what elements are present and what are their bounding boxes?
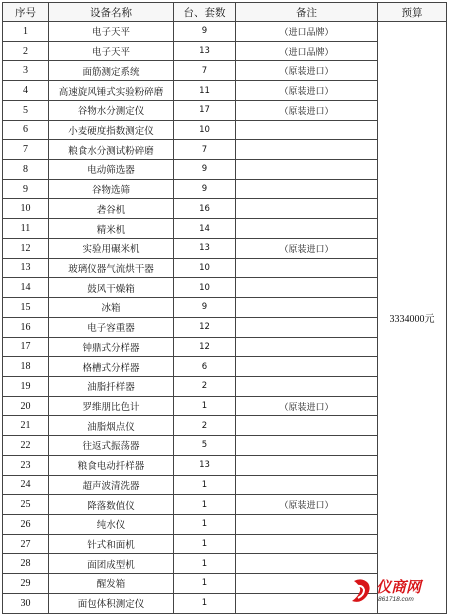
row-number: 4 — [3, 81, 49, 101]
equipment-quantity: 9 — [174, 22, 236, 42]
equipment-quantity: 2 — [174, 416, 236, 436]
equipment-note — [236, 376, 378, 396]
equipment-note — [236, 416, 378, 436]
row-number: 15 — [3, 298, 49, 318]
equipment-note — [236, 475, 378, 495]
row-number: 6 — [3, 120, 49, 140]
equipment-quantity: 5 — [174, 436, 236, 456]
row-number: 14 — [3, 278, 49, 298]
equipment-name: 鼓风干燥箱 — [49, 278, 174, 298]
equipment-quantity: 14 — [174, 219, 236, 239]
equipment-quantity: 2 — [174, 376, 236, 396]
equipment-quantity: 13 — [174, 238, 236, 258]
equipment-name: 粮食水分测试粉碎磨 — [49, 140, 174, 160]
equipment-name: 面包体积测定仪 — [49, 593, 174, 613]
equipment-note — [236, 258, 378, 278]
equipment-quantity: 1 — [174, 593, 236, 613]
equipment-name: 电子天平 — [49, 41, 174, 61]
equipment-name: 油脂扦样器 — [49, 376, 174, 396]
header-row — [3, 3, 447, 22]
header-qty: 台、套数 — [174, 3, 236, 22]
row-number: 12 — [3, 238, 49, 258]
equipment-note — [236, 140, 378, 160]
row-number: 24 — [3, 475, 49, 495]
equipment-quantity: 10 — [174, 120, 236, 140]
equipment-note — [236, 160, 378, 180]
equipment-quantity: 9 — [174, 179, 236, 199]
equipment-quantity: 17 — [174, 100, 236, 120]
equipment-quantity: 9 — [174, 298, 236, 318]
equipment-name: 罗维朋比色计 — [49, 396, 174, 416]
logo-mark-icon — [348, 577, 374, 605]
equipment-note — [236, 298, 378, 318]
row-number: 5 — [3, 100, 49, 120]
table-row — [3, 22, 447, 42]
equipment-note — [236, 514, 378, 534]
equipment-quantity: 9 — [174, 160, 236, 180]
equipment-quantity: 1 — [174, 495, 236, 515]
equipment-quantity: 7 — [174, 140, 236, 160]
row-number: 16 — [3, 317, 49, 337]
equipment-name: 冰箱 — [49, 298, 174, 318]
equipment-note: （进口品牌） — [236, 22, 378, 42]
equipment-name: 超声波清洗器 — [49, 475, 174, 495]
row-number: 3 — [3, 61, 49, 81]
equipment-name: 精米机 — [49, 219, 174, 239]
equipment-quantity: 13 — [174, 41, 236, 61]
row-number: 25 — [3, 495, 49, 515]
equipment-name: 醒发箱 — [49, 574, 174, 594]
equipment-table — [2, 2, 447, 614]
equipment-note — [236, 179, 378, 199]
row-number: 13 — [3, 258, 49, 278]
row-number: 2 — [3, 41, 49, 61]
equipment-name: 粮食电动扦样器 — [49, 455, 174, 475]
equipment-note: （原装进口） — [236, 495, 378, 515]
header-name: 设备名称 — [49, 3, 174, 22]
equipment-quantity: 16 — [174, 199, 236, 219]
row-number: 11 — [3, 219, 49, 239]
equipment-quantity: 1 — [174, 534, 236, 554]
equipment-note — [236, 357, 378, 377]
equipment-note — [236, 278, 378, 298]
logo-name: 仪商网 — [376, 578, 422, 596]
row-number: 7 — [3, 140, 49, 160]
equipment-note — [236, 219, 378, 239]
row-number: 9 — [3, 179, 49, 199]
equipment-quantity: 1 — [174, 514, 236, 534]
equipment-name: 玻璃仪器气流烘干器 — [49, 258, 174, 278]
site-logo — [348, 575, 444, 609]
row-number: 17 — [3, 337, 49, 357]
row-number: 29 — [3, 574, 49, 594]
row-number: 30 — [3, 593, 49, 613]
equipment-note — [236, 199, 378, 219]
row-number: 1 — [3, 22, 49, 42]
equipment-name: 谷物选筛 — [49, 179, 174, 199]
equipment-note — [236, 554, 378, 574]
equipment-quantity: 10 — [174, 278, 236, 298]
equipment-name: 降落数值仪 — [49, 495, 174, 515]
equipment-note: （原装进口） — [236, 100, 378, 120]
equipment-name: 电动筛选器 — [49, 160, 174, 180]
equipment-name: 高速旋风锤式实验粉碎磨 — [49, 81, 174, 101]
equipment-quantity: 7 — [174, 61, 236, 81]
equipment-quantity: 12 — [174, 337, 236, 357]
header-note: 备注 — [236, 3, 378, 22]
equipment-note: （原装进口） — [236, 238, 378, 258]
logo-domain: 861718.com — [378, 596, 414, 603]
equipment-quantity: 13 — [174, 455, 236, 475]
equipment-name: 电子容重器 — [49, 317, 174, 337]
equipment-quantity: 10 — [174, 258, 236, 278]
equipment-quantity: 11 — [174, 81, 236, 101]
row-number: 21 — [3, 416, 49, 436]
equipment-quantity: 6 — [174, 357, 236, 377]
equipment-name: 油脂烟点仪 — [49, 416, 174, 436]
header-no: 序号 — [3, 3, 49, 22]
equipment-note: （原装进口） — [236, 61, 378, 81]
row-number: 27 — [3, 534, 49, 554]
equipment-quantity: 1 — [174, 475, 236, 495]
equipment-name: 砻谷机 — [49, 199, 174, 219]
equipment-name: 往返式振荡器 — [49, 436, 174, 456]
equipment-note: （原装进口） — [236, 396, 378, 416]
row-number: 20 — [3, 396, 49, 416]
equipment-name: 纯水仪 — [49, 514, 174, 534]
equipment-quantity: 1 — [174, 554, 236, 574]
equipment-name: 实验用碾米机 — [49, 238, 174, 258]
equipment-name: 面筋测定系统 — [49, 61, 174, 81]
row-number: 8 — [3, 160, 49, 180]
equipment-name: 谷物水分测定仪 — [49, 100, 174, 120]
equipment-name: 格槽式分样器 — [49, 357, 174, 377]
budget-total: 3334000元 — [378, 22, 447, 614]
equipment-note — [236, 317, 378, 337]
row-number: 28 — [3, 554, 49, 574]
row-number: 18 — [3, 357, 49, 377]
equipment-quantity: 1 — [174, 396, 236, 416]
equipment-note — [236, 455, 378, 475]
row-number: 10 — [3, 199, 49, 219]
equipment-note: （进口品牌） — [236, 41, 378, 61]
equipment-quantity: 12 — [174, 317, 236, 337]
header-budget: 预算 — [378, 3, 447, 22]
equipment-name: 钟鼎式分样器 — [49, 337, 174, 357]
equipment-quantity: 1 — [174, 574, 236, 594]
equipment-name: 面团成型机 — [49, 554, 174, 574]
equipment-name: 小麦硬度指数测定仪 — [49, 120, 174, 140]
row-number: 23 — [3, 455, 49, 475]
row-number: 22 — [3, 436, 49, 456]
equipment-name: 电子天平 — [49, 22, 174, 42]
equipment-note — [236, 120, 378, 140]
equipment-note — [236, 436, 378, 456]
equipment-note: （原装进口） — [236, 81, 378, 101]
row-number: 26 — [3, 514, 49, 534]
row-number: 19 — [3, 376, 49, 396]
equipment-note — [236, 534, 378, 554]
equipment-note — [236, 337, 378, 357]
equipment-name: 针式和面机 — [49, 534, 174, 554]
